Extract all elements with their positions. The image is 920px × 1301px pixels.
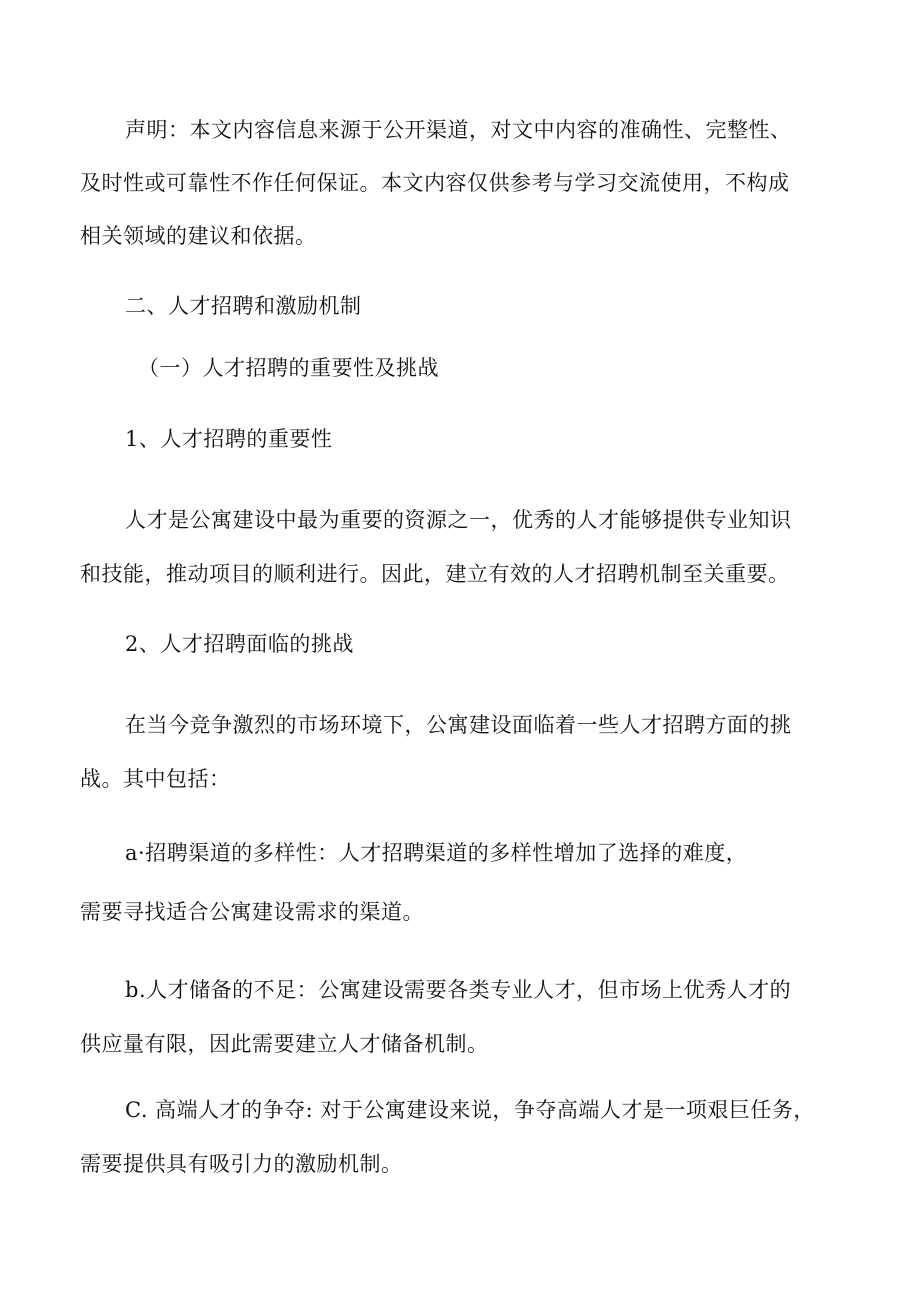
point-c-line-2: 需要提供具有吸引力的激励机制。 [80, 1152, 403, 1176]
point-a-line-2: 需要寻找适合公寓建设需求的渠道。 [80, 900, 424, 924]
point-c-line-1: C. 高端人才的争夺: 对于公寓建设来说，争夺高端人才是一项艰巨任务， [125, 1098, 815, 1122]
disclaimer-line-1: 声明：本文内容信息来源于公开渠道，对文中内容的准确性、完整性、 [125, 118, 792, 142]
section-heading: 二、人才招聘和激励机制 [125, 294, 362, 318]
disclaimer-line-3: 相关领域的建议和依据。 [80, 224, 317, 248]
point-b-line-1: b.人才储备的不足：公寓建设需要各类专业人才，但市场上优秀人才的 [125, 978, 792, 1002]
item-1-paragraph-line-2: 和技能，推动项目的顺利进行。因此，建立有效的人才招聘机制至关重要。 [80, 562, 790, 586]
point-a-line-1: a·招聘渠道的多样性：人才招聘渠道的多样性增加了选择的难度， [125, 841, 748, 865]
item-1-heading: 1、人才招聘的重要性 [125, 427, 333, 451]
subsection-heading: （一）人才招聘的重要性及挑战 [138, 356, 439, 380]
item-2-paragraph-line-1: 在当今竞争激烈的市场环境下，公寓建设面临着一些人才招聘方面的挑 [125, 713, 792, 737]
item-2-paragraph-line-2: 战。其中包括： [80, 767, 231, 791]
item-1-paragraph-line-1: 人才是公寓建设中最为重要的资源之一，优秀的人才能够提供专业知识 [125, 508, 792, 532]
point-b-line-2: 供应量有限，因此需要建立人才储备机制。 [80, 1032, 489, 1056]
disclaimer-line-2: 及时性或可靠性不作任何保证。本文内容仅供参考与学习交流使用，不构成 [80, 171, 790, 195]
item-2-heading: 2、人才招聘面临的挑战 [125, 632, 354, 656]
